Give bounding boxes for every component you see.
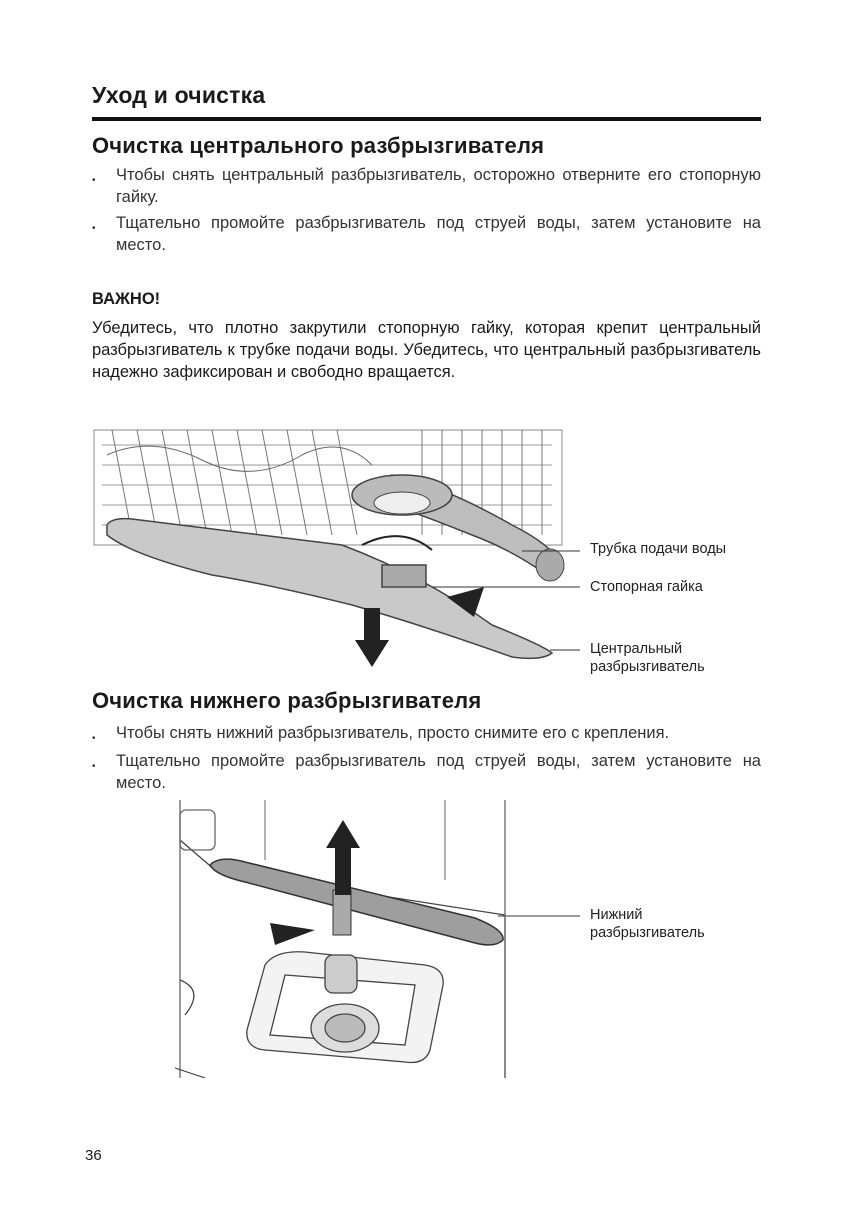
bullet-dot: • <box>92 733 96 744</box>
page-number: 36 <box>85 1147 102 1164</box>
callout-lock-nut: Стопорная гайка <box>590 579 703 595</box>
bullet-dot: • <box>92 175 96 186</box>
lower-heading: Очистка нижнего разбрызгивателя <box>92 688 482 713</box>
pointer-arrow-icon <box>270 923 315 945</box>
central-heading: Очистка центрального разбрызгивателя <box>92 133 545 158</box>
central-bullet-1-text: Чтобы снять центральный разбрызгиватель, осторожно отверните его стопорную гайку. <box>116 166 761 206</box>
important-text: Убедитесь, что плотно закрутили стопорную гайку, которая крепит центральный разбрызгиватель к трубке подачи воды. Убедитесь, что центральный разбрызгиватель надежно зафиксирован и свободно вращается. <box>92 319 761 381</box>
callout-lower-spray-arm: Нижний разбрызгиватель <box>590 907 705 941</box>
lower-bullet-1-text: Чтобы снять нижний разбрызгиватель, просто снимите его с крепления. <box>116 724 670 742</box>
lower-bullet-2-text: Тщательно промойте разбрызгиватель под струей воды, затем установите на место. <box>116 752 761 792</box>
callout-central-spray-arm: Центральный разбрызгиватель <box>590 641 705 675</box>
bullet-dot: • <box>92 223 96 234</box>
bullet-dot: • <box>92 761 96 772</box>
central-bullet-2-text: Тщательно промойте разбрызгиватель под струей воды, затем установите на место. <box>116 214 761 254</box>
lower-bullet-2 <box>92 750 761 794</box>
lower-bullet-1 <box>92 722 761 744</box>
callout-water-tube: Трубка подачи воды <box>590 541 727 557</box>
lower-arm-shape <box>210 859 503 945</box>
lower-spray-arm-figure <box>175 800 530 1078</box>
important-title: ВАЖНО! <box>92 290 161 308</box>
section-title: Уход и очистка <box>92 82 266 108</box>
